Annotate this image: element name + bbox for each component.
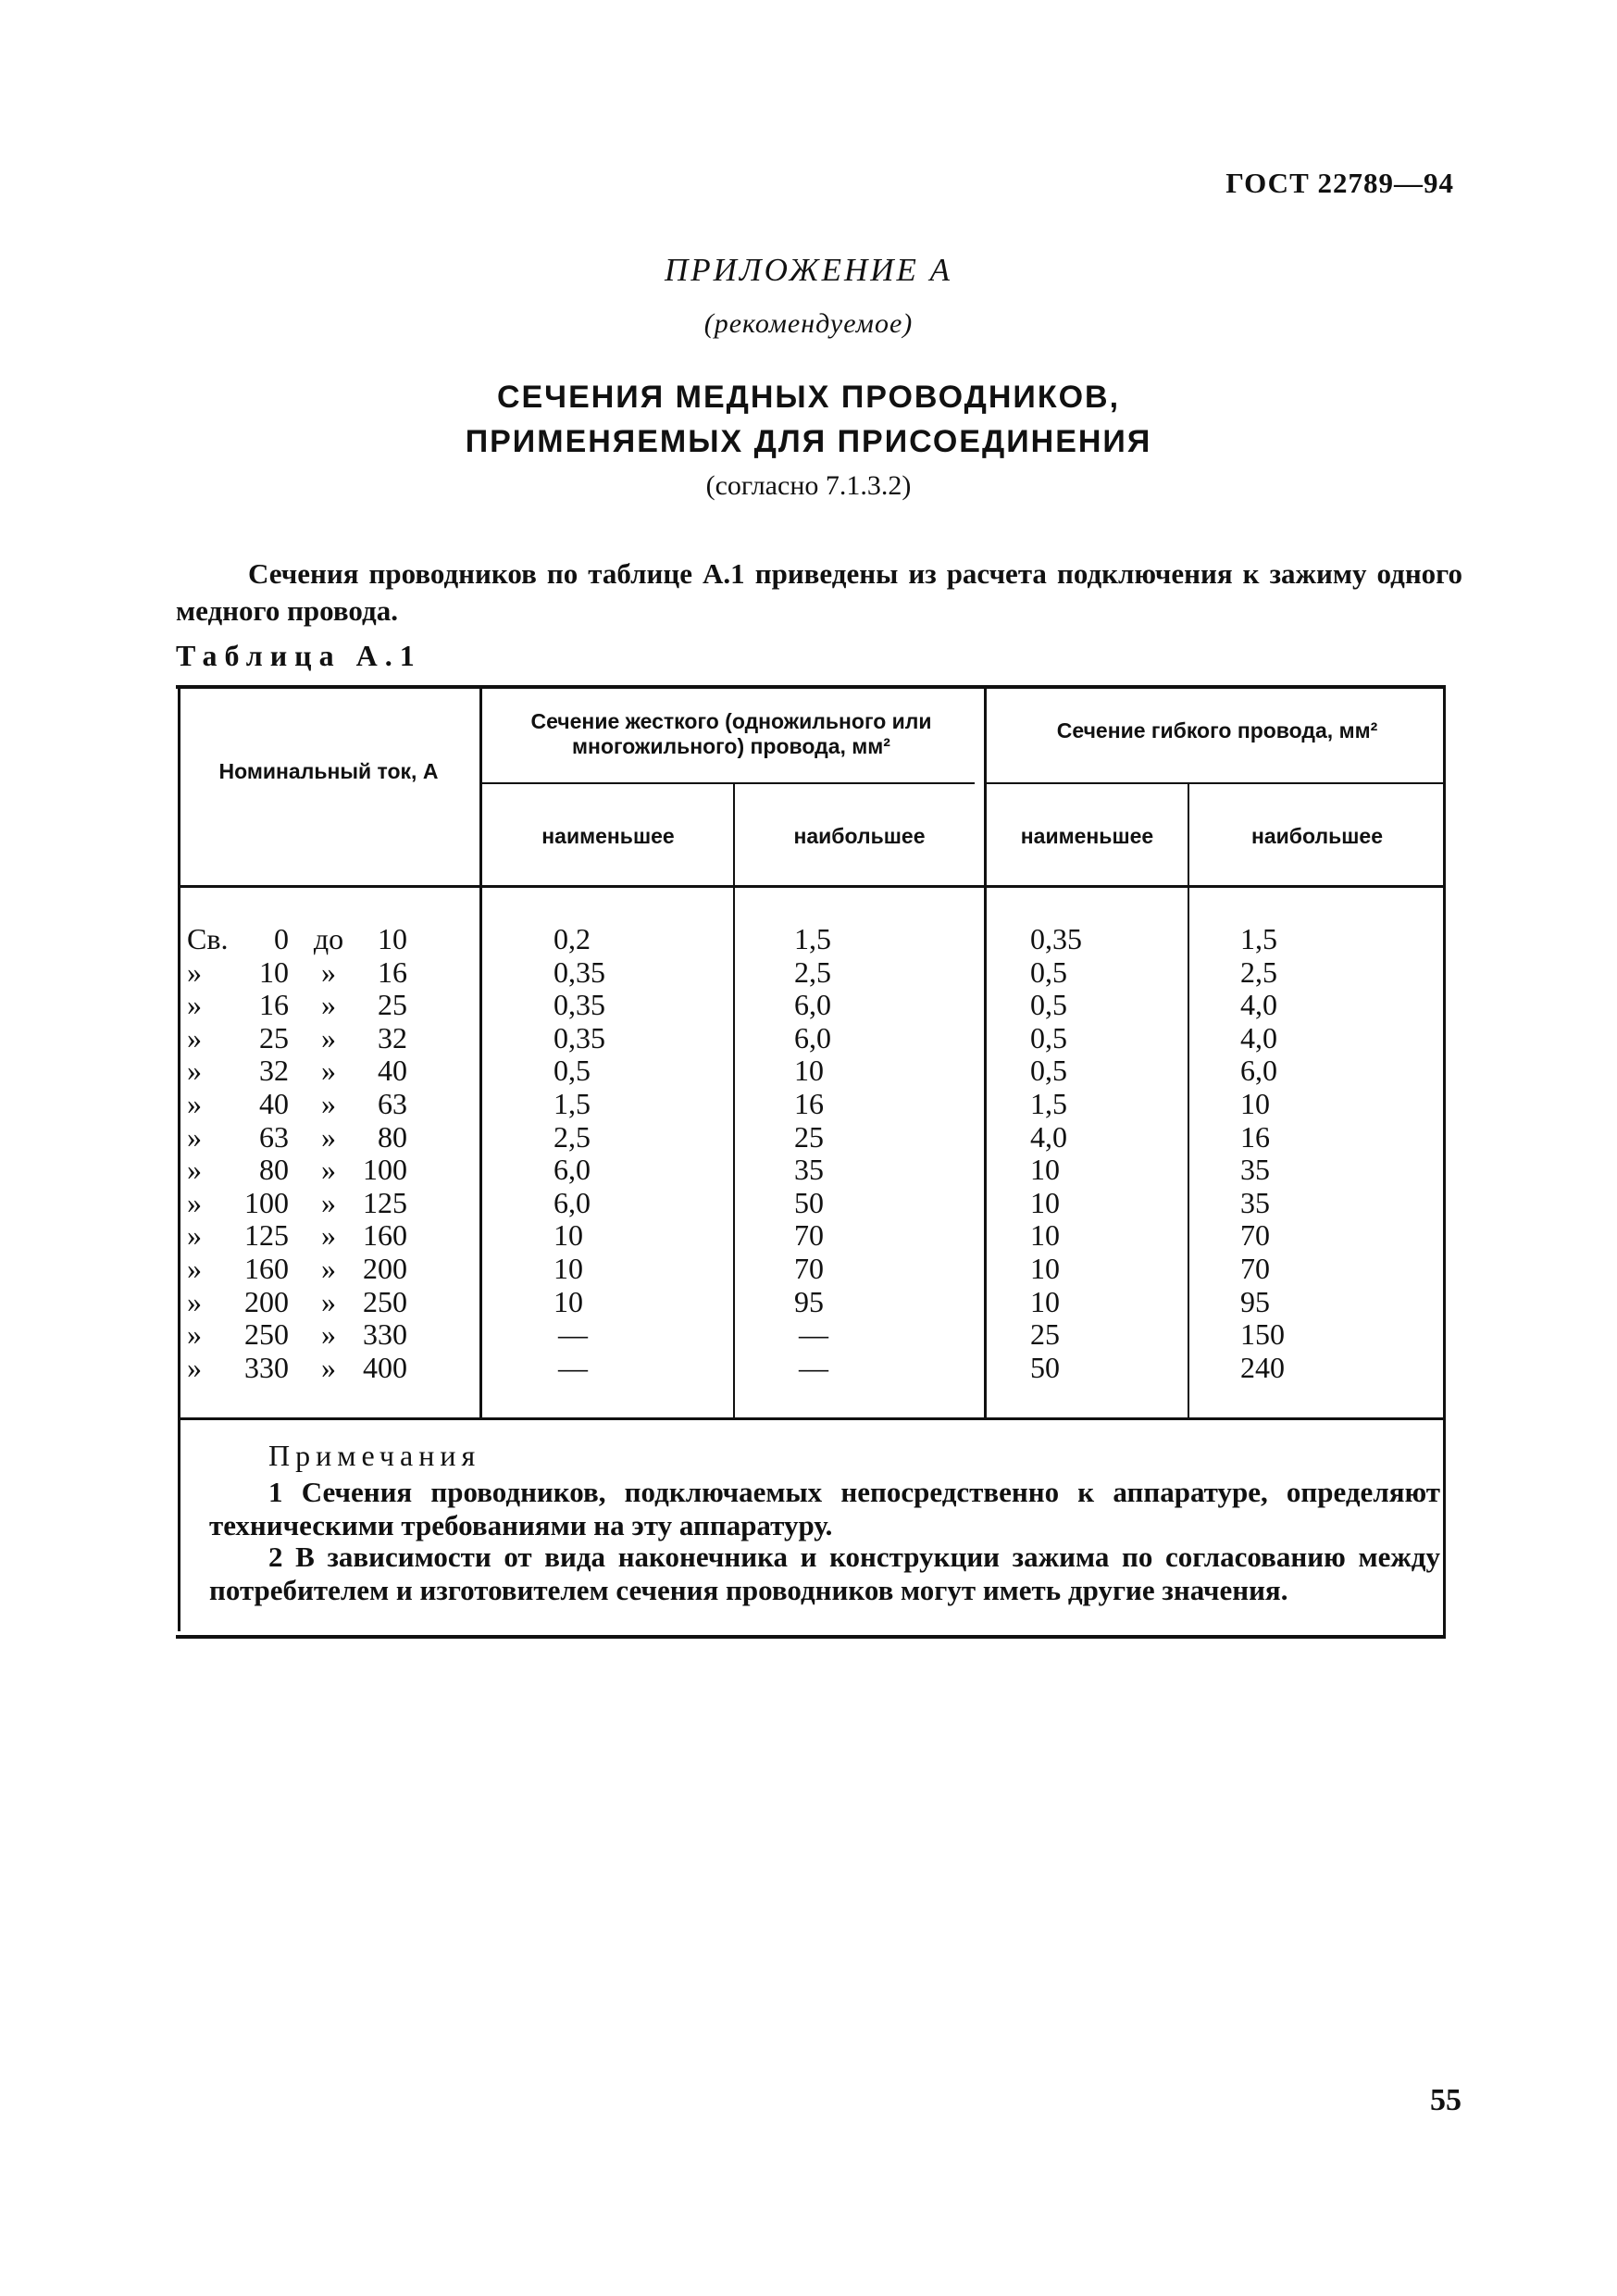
current-range-prefix: » <box>187 1120 202 1154</box>
rigid-min-cell: 0,35 <box>554 1021 605 1054</box>
current-range-prefix: » <box>187 1351 202 1384</box>
flex-max-cell: 10 <box>1240 1087 1270 1120</box>
flex-max-cell: 240 <box>1240 1351 1285 1384</box>
current-range-from: 80 <box>259 1153 289 1186</box>
current-range-prefix: » <box>187 1054 202 1087</box>
rigid-min-cell: 0,5 <box>554 1054 591 1087</box>
current-range-sep: » <box>321 1218 336 1252</box>
current-range-to: 32 <box>378 1021 407 1054</box>
current-range-from: 25 <box>259 1021 289 1054</box>
current-range-prefix: » <box>187 1285 202 1318</box>
current-range-to: 160 <box>363 1218 407 1252</box>
current-range-prefix: » <box>187 1218 202 1252</box>
rigid-min-cell: 0,35 <box>554 955 605 989</box>
current-range-to: 10 <box>378 922 407 955</box>
rigid-max-cell: 1,5 <box>794 922 831 955</box>
current-range-from: 63 <box>259 1120 289 1154</box>
column-divider-4 <box>1188 782 1189 1418</box>
subheader-flex-max: наибольшее <box>1250 824 1383 848</box>
rigid-max-cell: 10 <box>794 1054 824 1087</box>
flex-min-cell: 10 <box>1030 1252 1060 1285</box>
flex-max-cell: 35 <box>1240 1153 1270 1186</box>
current-range-from: 40 <box>259 1087 289 1120</box>
current-range-from: 32 <box>259 1054 289 1087</box>
flex-min-cell: 0,5 <box>1030 1021 1067 1054</box>
current-range-to: 80 <box>378 1120 407 1154</box>
current-range-prefix: » <box>187 1186 202 1219</box>
current-range-to: 125 <box>363 1186 407 1219</box>
flex-min-cell: 0,35 <box>1030 922 1082 955</box>
flex-min-cell: 4,0 <box>1030 1120 1067 1154</box>
current-range-sep: » <box>321 1317 336 1351</box>
rigid-min-cell: 6,0 <box>554 1153 591 1186</box>
heading-line-2: ПРИМЕНЯЕМЫХ ДЛЯ ПРИСОЕДИНЕНИЯ <box>465 424 1152 459</box>
current-range-sep: » <box>321 1252 336 1285</box>
current-range-to: 40 <box>378 1054 407 1087</box>
flex-min-cell: 10 <box>1030 1285 1060 1318</box>
current-range-from: 330 <box>244 1351 289 1384</box>
appendix-status: (рекомендуемое) <box>703 308 914 339</box>
intro-paragraph: Сечения проводников по таблице А.1 приведены из расчета подключения к зажиму одного медного провода. <box>176 557 1462 627</box>
current-range-from: 160 <box>244 1252 289 1285</box>
flex-max-cell: 16 <box>1240 1120 1270 1154</box>
current-range-to: 100 <box>363 1153 407 1186</box>
current-range-sep: » <box>321 1120 336 1154</box>
current-range-sep: до <box>313 922 344 955</box>
current-range-sep: » <box>321 955 336 989</box>
table-top-rule <box>176 685 1446 689</box>
rigid-min-cell: 10 <box>554 1218 583 1252</box>
current-range-sep: » <box>321 1153 336 1186</box>
current-range-to: 330 <box>363 1317 407 1351</box>
current-range-prefix: » <box>187 1153 202 1186</box>
column-divider-1 <box>479 687 482 1418</box>
header-flexible: Сечение гибкого провода, мм² <box>1056 718 1378 742</box>
rigid-max-cell: 25 <box>794 1120 824 1154</box>
current-range-sep: » <box>321 1351 336 1384</box>
subheader-rule-rigid <box>481 782 975 784</box>
rigid-min-cell: — <box>558 1317 588 1351</box>
page-number: 55 <box>1430 2083 1462 2117</box>
current-range-sep: » <box>321 988 336 1021</box>
rigid-min-cell: 2,5 <box>554 1120 591 1154</box>
current-range-from: 0 <box>274 922 289 955</box>
current-range-from: 16 <box>259 988 289 1021</box>
flex-min-cell: 1,5 <box>1030 1087 1067 1120</box>
header-current: Номинальный ток, А <box>218 759 439 783</box>
rigid-max-cell: 70 <box>794 1252 824 1285</box>
flex-max-cell: 95 <box>1240 1285 1270 1318</box>
current-range-prefix: » <box>187 1317 202 1351</box>
flex-min-cell: 10 <box>1030 1218 1060 1252</box>
current-range-from: 100 <box>244 1186 289 1219</box>
column-divider-2 <box>733 782 735 1418</box>
rigid-max-cell: 95 <box>794 1285 824 1318</box>
header-bottom-rule <box>178 885 1446 888</box>
current-range-sep: » <box>321 1054 336 1087</box>
flex-min-cell: 10 <box>1030 1153 1060 1186</box>
table-left-border <box>178 687 180 1631</box>
rigid-max-cell: 35 <box>794 1153 824 1186</box>
current-range-sep: » <box>321 1087 336 1120</box>
current-range-from: 250 <box>244 1317 289 1351</box>
current-range-sep: » <box>321 1186 336 1219</box>
flex-min-cell: 0,5 <box>1030 955 1067 989</box>
column-divider-3 <box>984 687 987 1418</box>
flex-min-cell: 0,5 <box>1030 1054 1067 1087</box>
rigid-max-cell: 50 <box>794 1186 824 1219</box>
flex-max-cell: 150 <box>1240 1317 1285 1351</box>
current-range-to: 200 <box>363 1252 407 1285</box>
flex-min-cell: 0,5 <box>1030 988 1067 1021</box>
heading-line-1: СЕЧЕНИЯ МЕДНЫХ ПРОВОДНИКОВ, <box>496 380 1121 415</box>
current-range-sep: » <box>321 1285 336 1318</box>
rigid-min-cell: 0,35 <box>554 988 605 1021</box>
flex-min-cell: 25 <box>1030 1317 1060 1351</box>
flex-max-cell: 4,0 <box>1240 988 1277 1021</box>
current-range-prefix: » <box>187 988 202 1021</box>
current-range-sep: » <box>321 1021 336 1054</box>
current-range-from: 10 <box>259 955 289 989</box>
rigid-min-cell: 10 <box>554 1252 583 1285</box>
flex-max-cell: 6,0 <box>1240 1054 1277 1087</box>
notes-top-rule <box>178 1417 1446 1420</box>
table-bottom-rule <box>176 1635 1446 1639</box>
flex-max-cell: 4,0 <box>1240 1021 1277 1054</box>
rigid-max-cell: 70 <box>794 1218 824 1252</box>
header-rigid: Сечение жесткого (одножильного или многожильного) провода, мм² <box>530 709 932 758</box>
current-range-to: 250 <box>363 1285 407 1318</box>
clause-reference: (согласно 7.1.3.2) <box>705 470 912 501</box>
note-2: 2 В зависимости от вида наконечника и конструкции зажима по согласованию между потребителем и изготовителем сечения проводников могут иметь другие значения. <box>209 1541 1440 1606</box>
rigid-max-cell: 16 <box>794 1087 824 1120</box>
current-range-prefix: » <box>187 1021 202 1054</box>
current-range-to: 400 <box>363 1351 407 1384</box>
flex-max-cell: 2,5 <box>1240 955 1277 989</box>
subheader-rigid-max: наибольшее <box>793 824 926 848</box>
flex-min-cell: 10 <box>1030 1186 1060 1219</box>
flex-max-cell: 70 <box>1240 1252 1270 1285</box>
flex-max-cell: 70 <box>1240 1218 1270 1252</box>
rigid-min-cell: 6,0 <box>554 1186 591 1219</box>
current-range-to: 16 <box>378 955 407 989</box>
rigid-max-cell: 6,0 <box>794 988 831 1021</box>
current-range-to: 25 <box>378 988 407 1021</box>
notes-title: Примечания <box>268 1439 481 1472</box>
flex-max-cell: 1,5 <box>1240 922 1277 955</box>
rigid-max-cell: — <box>799 1317 828 1351</box>
current-range-prefix: » <box>187 1087 202 1120</box>
rigid-max-cell: 2,5 <box>794 955 831 989</box>
current-range-from: 125 <box>244 1218 289 1252</box>
subheader-rule-flexible <box>987 782 1444 784</box>
subheader-rigid-min: наименьшее <box>541 824 675 848</box>
flex-min-cell: 50 <box>1030 1351 1060 1384</box>
current-range-prefix: Св. <box>187 922 229 955</box>
current-range-from: 200 <box>244 1285 289 1318</box>
subheader-flex-min: наименьшее <box>1020 824 1154 848</box>
current-range-to: 63 <box>378 1087 407 1120</box>
document-code: ГОСТ 22789—94 <box>1225 167 1454 199</box>
rigid-max-cell: — <box>799 1351 828 1384</box>
table-caption: Таблица А.1 <box>176 639 422 672</box>
flex-max-cell: 35 <box>1240 1186 1270 1219</box>
rigid-min-cell: 1,5 <box>554 1087 591 1120</box>
appendix-title: ПРИЛОЖЕНИЕ А <box>664 252 953 288</box>
current-range-prefix: » <box>187 1252 202 1285</box>
note-1: 1 Сечения проводников, подключаемых непосредственно к аппаратуре, определяют техническими требованиями на эту аппаратуру. <box>209 1476 1440 1541</box>
rigid-min-cell: 10 <box>554 1285 583 1318</box>
rigid-max-cell: 6,0 <box>794 1021 831 1054</box>
rigid-min-cell: 0,2 <box>554 922 591 955</box>
current-range-prefix: » <box>187 955 202 989</box>
rigid-min-cell: — <box>558 1351 588 1384</box>
